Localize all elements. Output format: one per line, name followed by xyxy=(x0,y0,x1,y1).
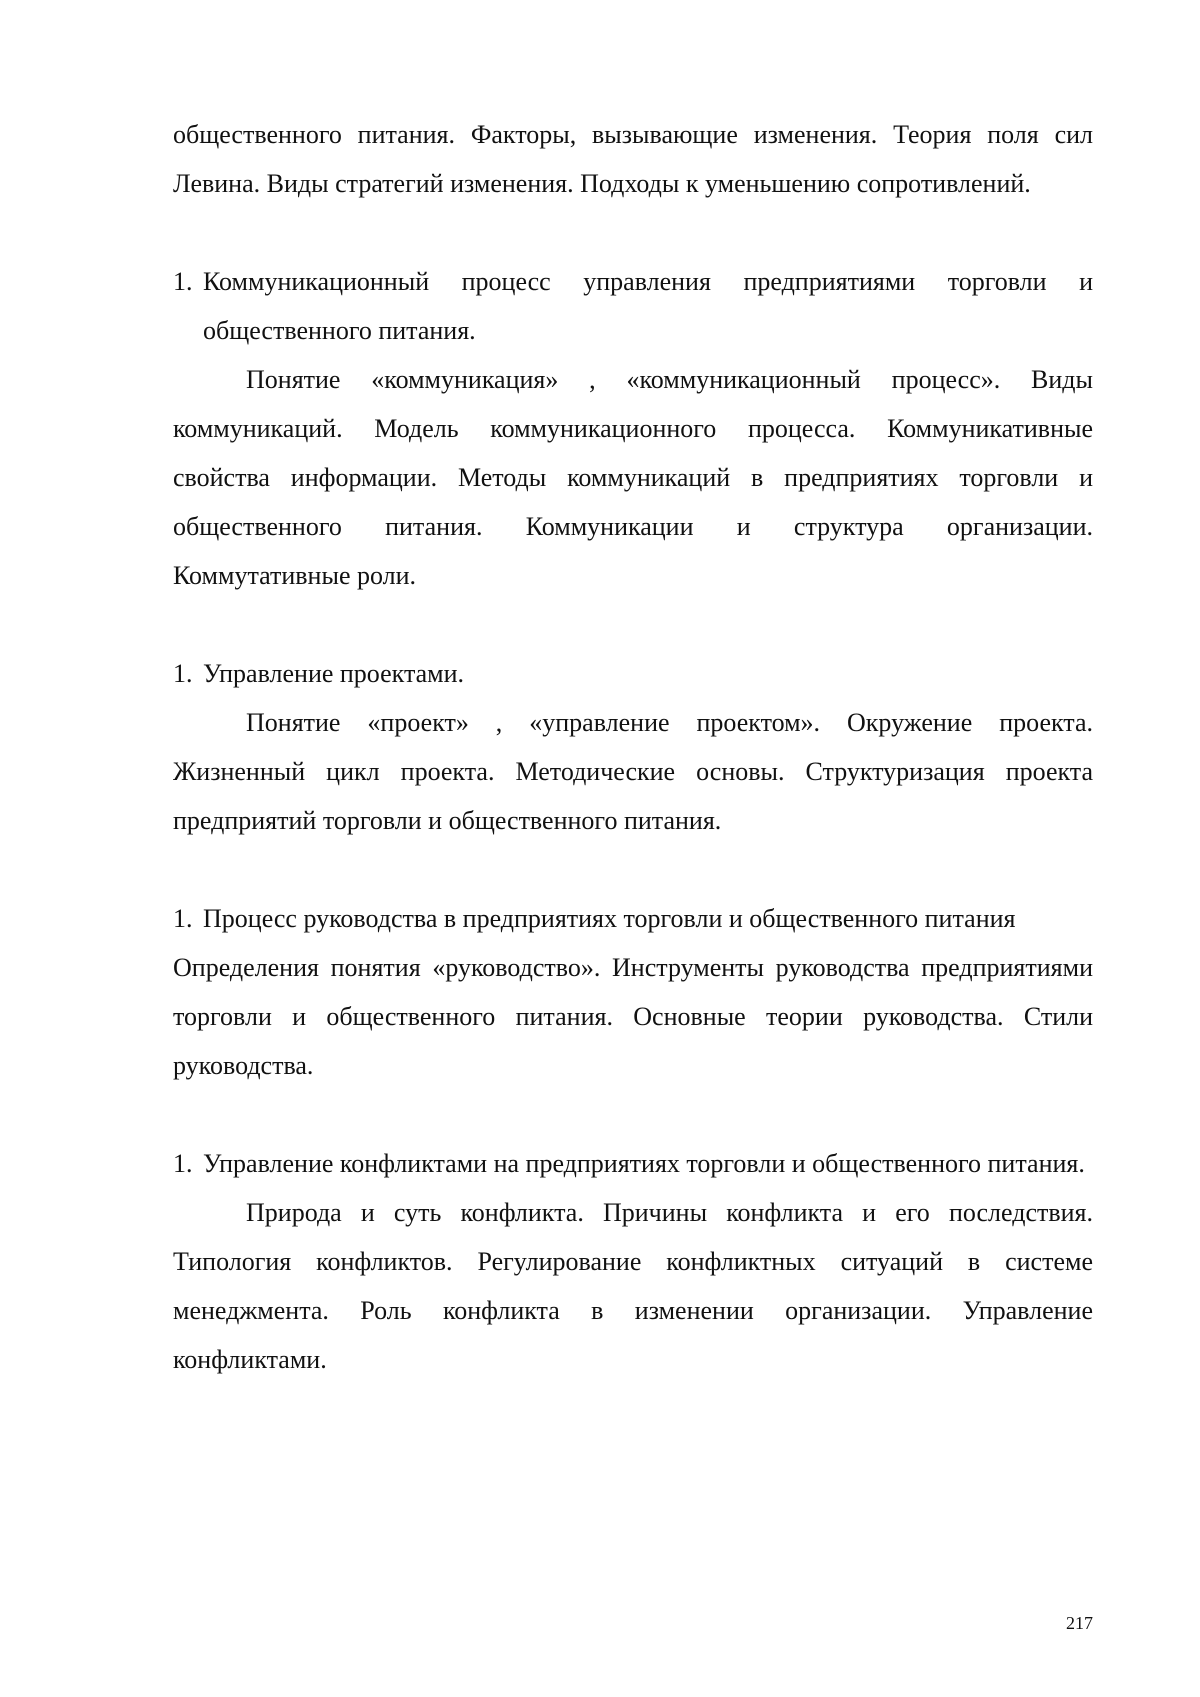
section-conflicts xyxy=(173,1139,1093,1384)
section-body: Природа и суть конфликта. Причины конфликта и его последствия. Типология конфликтов. Регулирование конфликтных ситуаций в системе менеджмента. Роль конфликта в изменении организации. Управление конфликтами. xyxy=(173,1198,1093,1374)
section-communication xyxy=(173,257,1093,600)
spacer xyxy=(173,600,1093,649)
spacer xyxy=(173,208,1093,257)
section-number: 1. xyxy=(173,1149,193,1178)
page-number: 217 xyxy=(1066,1613,1093,1633)
section-title: Коммуникационный процесс управления предприятиями торговли и общественного питания. xyxy=(203,267,1093,345)
spacer xyxy=(173,845,1093,894)
section-title: Управление проектами. xyxy=(203,659,465,688)
section-heading xyxy=(173,649,1093,698)
section-projects xyxy=(173,649,1093,845)
spacer xyxy=(173,1090,1093,1139)
intro-paragraph: общественного питания. Факторы, вызывающие изменения. Теория поля сил Левина. Виды стратегий изменения. Подходы к уменьшению сопротивлений. xyxy=(173,120,1093,198)
section-heading xyxy=(173,1139,1093,1188)
section-title: Управление конфликтами на предприятиях торговли и общественного питания. xyxy=(203,1149,1085,1178)
section-title: Процесс руководства в предприятиях торговли и общественного питания xyxy=(203,904,1016,933)
section-body: Понятие «проект» , «управление проектом». Окружение проекта. Жизненный цикл проекта. Методические основы. Структуризация проекта предприятий торговли и общественного питания. xyxy=(173,708,1093,835)
section-heading xyxy=(173,894,1093,943)
section-heading xyxy=(173,257,1093,355)
section-leadership xyxy=(173,894,1093,1090)
section-body: Определения понятия «руководство». Инструменты руководства предприятиями торговли и общественного питания. Основные теории руководства. Стили руководства. xyxy=(173,953,1093,1080)
section-number: 1. xyxy=(173,267,193,296)
document-page xyxy=(173,110,1093,1384)
section-number: 1. xyxy=(173,904,193,933)
section-body: Понятие «коммуникация» , «коммуникационный процесс». Виды коммуникаций. Модель коммуникационного процесса. Коммуникативные свойства информации. Методы коммуникаций в предприятиях торговли и общественного питания. Коммуникации и структура организации. Коммутативные роли. xyxy=(173,365,1093,590)
section-number: 1. xyxy=(173,659,193,688)
